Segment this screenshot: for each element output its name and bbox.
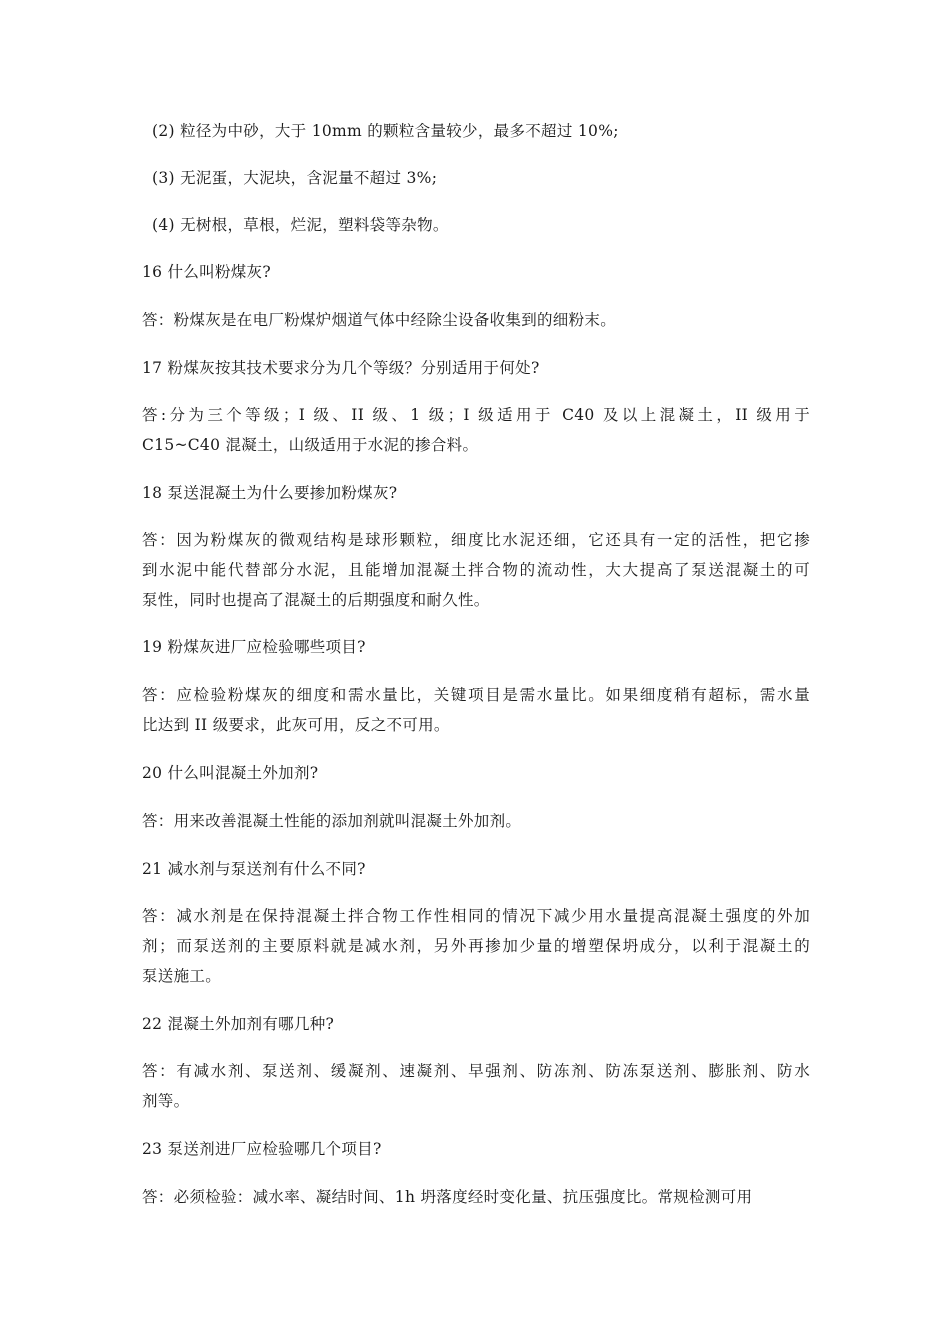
text-line: 17 粉煤灰按其技术要求分为几个等级？分别适用于何处? xyxy=(142,359,540,377)
text-line: 19 粉煤灰进厂应检验哪些项目? xyxy=(142,638,366,656)
question-16 xyxy=(142,257,810,287)
question-22 xyxy=(142,1009,810,1039)
answer-20 xyxy=(142,806,810,836)
text-line: 答：粉煤灰是在电厂粉煤炉烟道气体中经除尘设备收集到的细粉末。 xyxy=(142,311,617,329)
answer-17 xyxy=(142,400,810,460)
text-line: 21 减水剂与泵送剂有什么不同? xyxy=(142,860,366,878)
answer-23 xyxy=(142,1182,810,1212)
list-item-3 xyxy=(152,163,820,193)
text-line: 答：必须检验：减水率、凝结时间、1h 坍落度经时变化量、抗压强度比。常规检测可用 xyxy=(142,1188,753,1206)
text-line: 剂等。 xyxy=(142,1092,190,1110)
answer-16 xyxy=(142,305,810,335)
text-line: 剂；而泵送剂的主要原料就是减水剂，另外再掺加少量的增塑保坍成分，以利于混凝土的 xyxy=(142,937,810,955)
text-line: C15~C40 混凝土，山级适用于水泥的掺合料。 xyxy=(142,436,479,454)
question-20 xyxy=(142,758,810,788)
text-line: (4) 无树根，草根，烂泥，塑料袋等杂物。 xyxy=(152,216,449,234)
answer-21 xyxy=(142,901,810,991)
question-23 xyxy=(142,1134,810,1164)
answer-22 xyxy=(142,1056,810,1116)
text-line: 到水泥中能代替部分水泥，且能增加混凝土拌合物的流动性，大大提高了泵送混凝土的可 xyxy=(142,561,810,579)
text-line: 16 什么叫粉煤灰? xyxy=(142,263,271,281)
text-line: 18 泵送混凝土为什么要掺加粉煤灰? xyxy=(142,484,398,502)
text-line: (2) 粒径为中砂，大于 10mm 的颗粒含量较少，最多不超过 10%; xyxy=(152,122,619,140)
list-item-2 xyxy=(152,116,820,146)
question-17 xyxy=(142,353,810,383)
text-line: 答：应检验粉煤灰的细度和需水量比，关键项目是需水量比。如果细度稍有超标，需水量 xyxy=(142,686,810,704)
text-line: 答：减水剂是在保持混凝土拌合物工作性相同的情况下减少用水量提高混凝土强度的外加 xyxy=(142,907,810,925)
text-line: 答：有减水剂、泵送剂、缓凝剂、速凝剂、早强剂、防冻剂、防冻泵送剂、膨胀剂、防水 xyxy=(142,1062,810,1080)
text-line: 22 混凝土外加剂有哪几种? xyxy=(142,1015,335,1033)
list-item-4 xyxy=(152,210,820,240)
answer-18 xyxy=(142,525,810,615)
text-line: 23 泵送剂进厂应检验哪几个项目? xyxy=(142,1140,382,1158)
text-line: 泵性，同时也提高了混凝土的后期强度和耐久性。 xyxy=(142,591,490,609)
text-line: 泵送施工。 xyxy=(142,967,222,985)
answer-19 xyxy=(142,680,810,740)
question-18 xyxy=(142,478,810,508)
text-line: 答：用来改善混凝土性能的添加剂就叫混凝土外加剂。 xyxy=(142,812,522,830)
text-line: 20 什么叫混凝土外加剂? xyxy=(142,764,319,782)
text-line: 答：因为粉煤灰的微观结构是球形颗粒，细度比水泥还细，它还具有一定的活性，把它掺 xyxy=(142,531,810,549)
text-line: (3) 无泥蛋，大泥块，含泥量不超过 3%; xyxy=(152,169,438,187)
question-21 xyxy=(142,854,810,884)
text-line: 答:分为三个等级；I 级、II 级、1 级；I 级适用于 C40 及以上混凝土，II 级用于 xyxy=(142,406,810,424)
text-line: 比达到 II 级要求，此灰可用，反之不可用。 xyxy=(142,716,450,734)
question-19 xyxy=(142,632,810,662)
